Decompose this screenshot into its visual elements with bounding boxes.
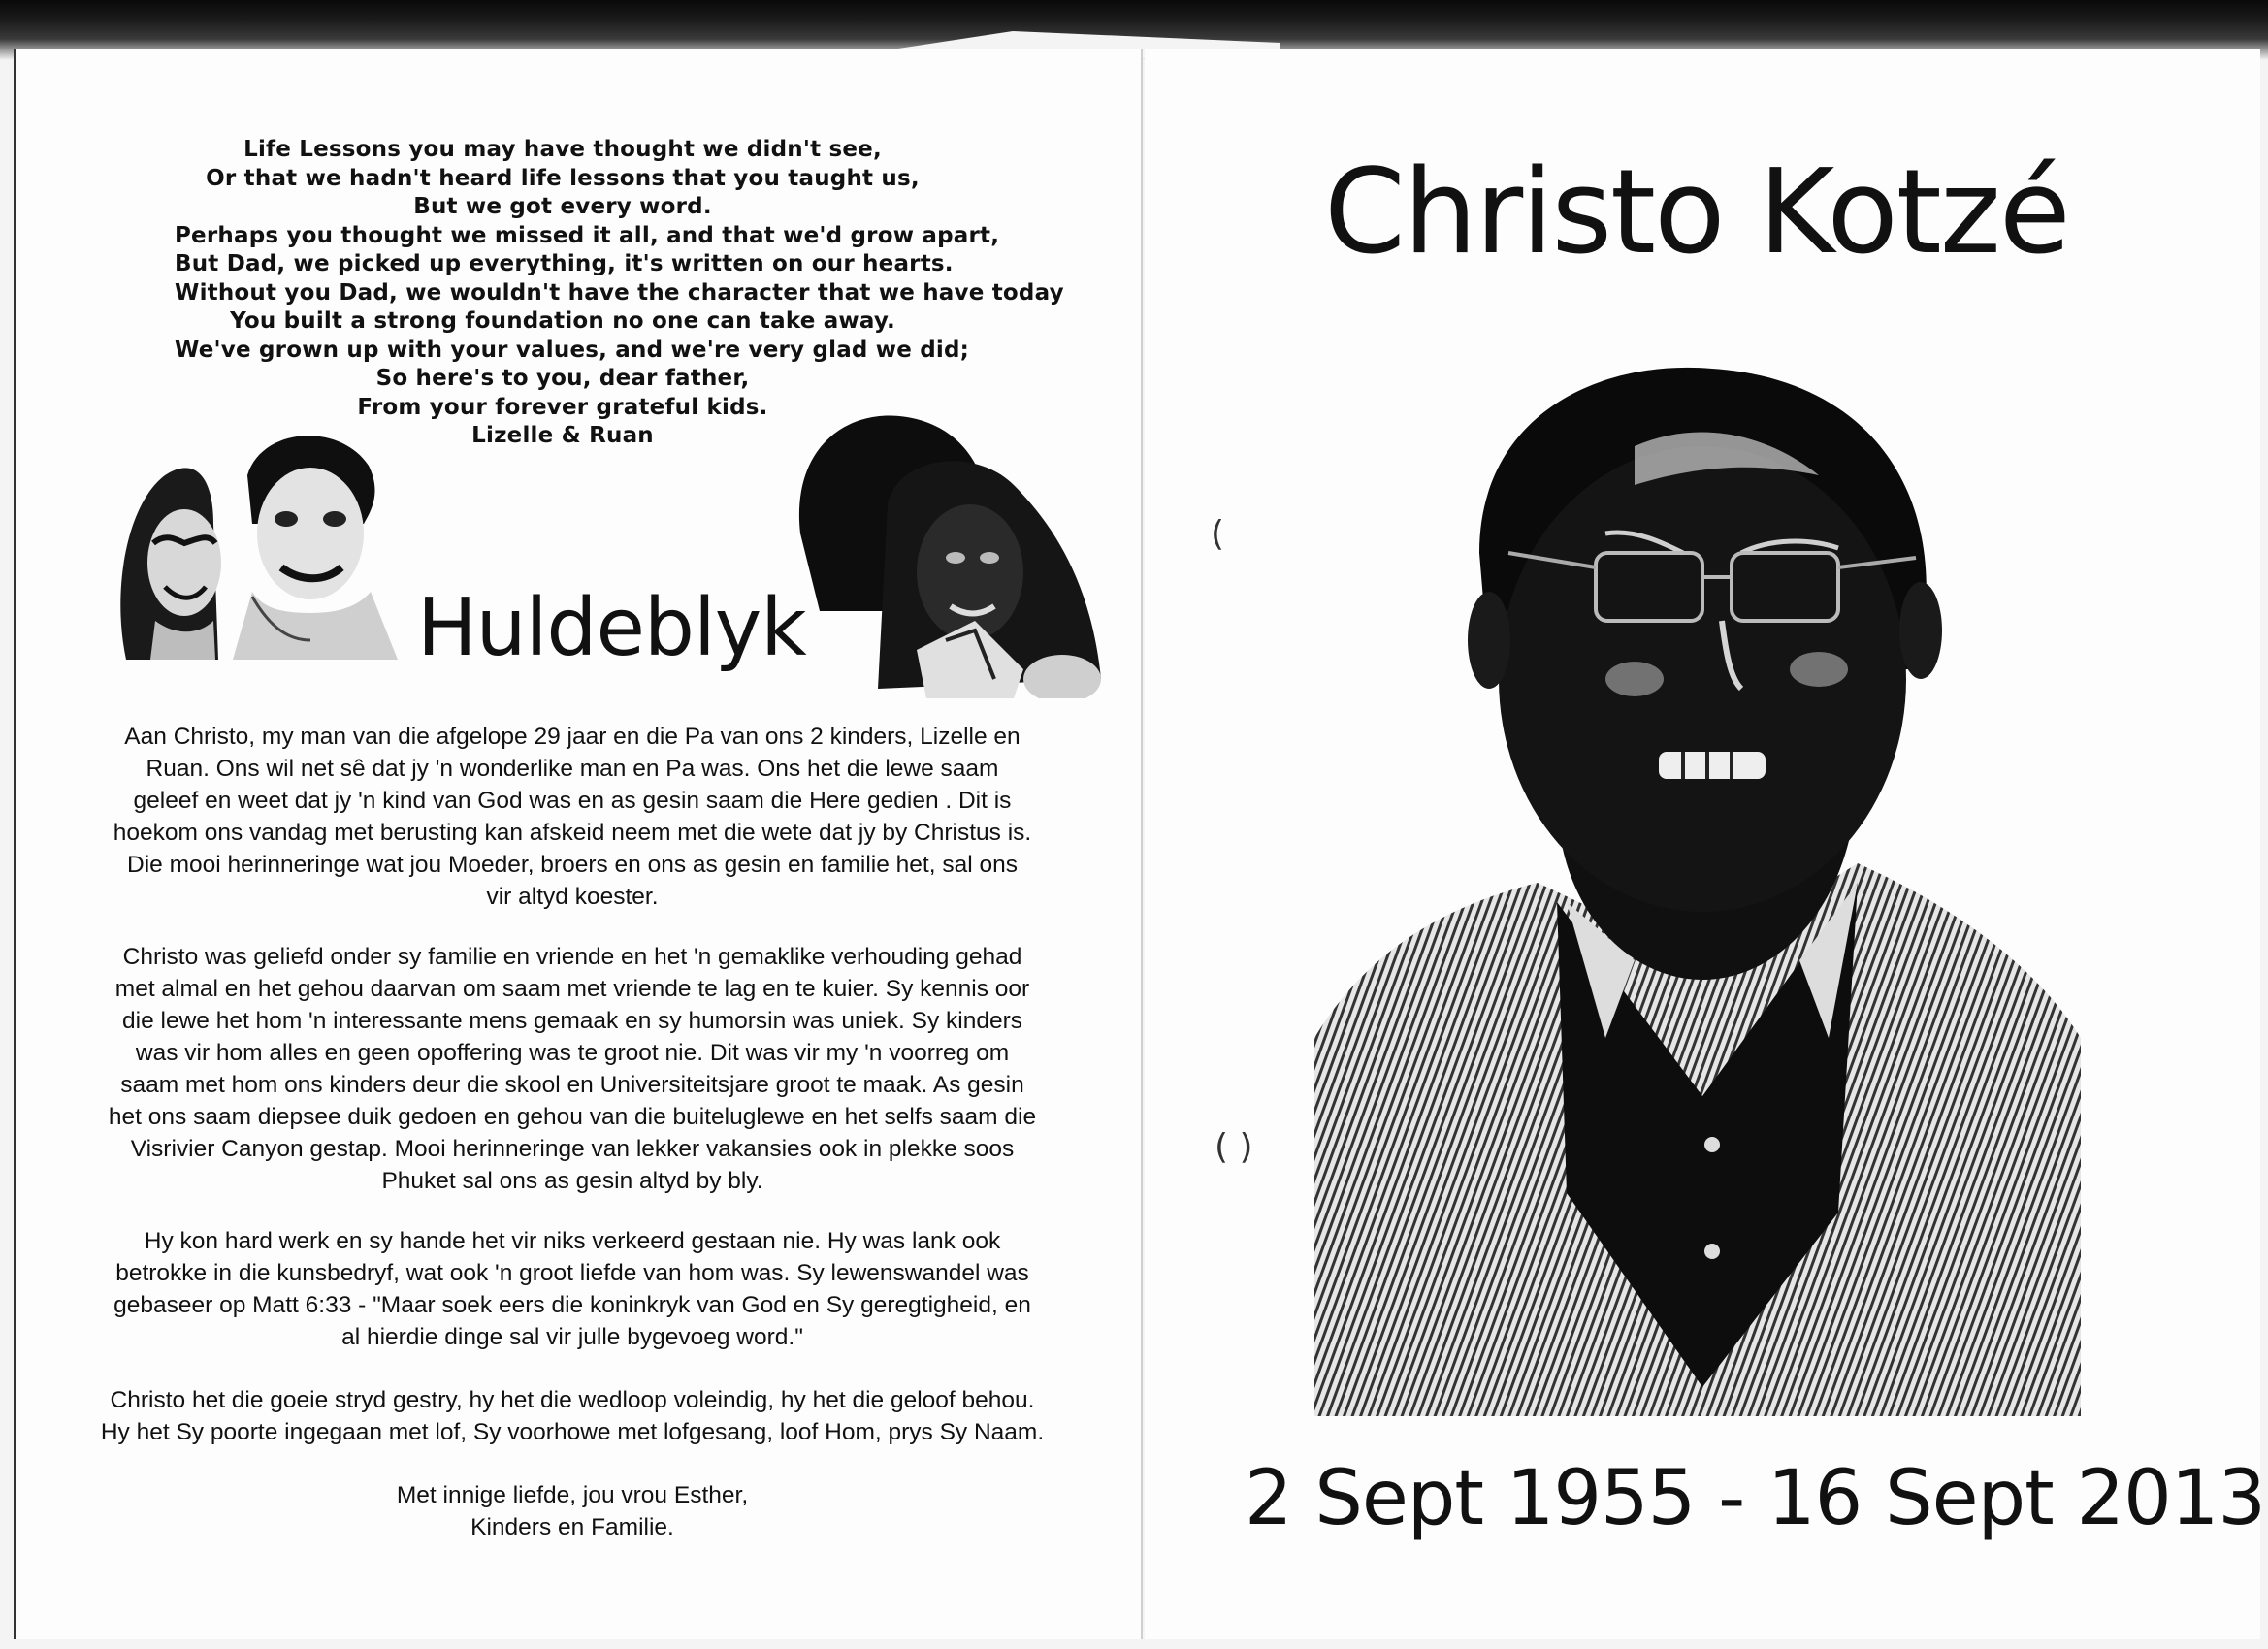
poem-line: From your forever grateful kids. [357, 394, 768, 420]
poem-line: Without you Dad, we wouldn't have the character that we have today [175, 279, 1064, 306]
text-line: hoekom ons vandag met berusting kan afskeid neem met die wete dat jy by Christus is. [113, 820, 1032, 846]
poem-signature: Lizelle & Ruan [471, 423, 654, 448]
life-dates: 2 Sept 1955 - 16 Sept 2013 [1245, 1455, 2265, 1542]
poem-line: But we got every word. [413, 194, 712, 219]
poem-line: But Dad, we picked up everything, it's written on our hearts. [175, 251, 954, 276]
text-line: saam met hom ons kinders deur die skool en Universiteitsjare groot te maak. As gesin [120, 1072, 1024, 1098]
text-line: Die mooi herinneringe wat jou Moeder, broers en ons as gesin en familie het, sal ons [127, 852, 1018, 878]
text-line: betrokke in die kunsbedryf, wat ook 'n groot liefde van hom was. Sy lewenswandel was [115, 1260, 1029, 1286]
page-fold [1141, 48, 1143, 1639]
poem-line: You built a strong foundation no one can take away. [230, 308, 895, 334]
text-line: Hy kon hard werk en sy hande het vir niks verkeerd gestaan nie. Hy was lank ook [144, 1228, 1001, 1254]
text-line: Kinders en Familie. [470, 1514, 674, 1540]
tribute-paragraph-3 [87, 1225, 1057, 1353]
poem-line: We've grown up with your values, and we're very glad we did; [175, 337, 970, 363]
tribute-paragraph-2 [87, 941, 1057, 1197]
poem-line: So here's to you, dear father, [375, 366, 750, 391]
punch-hole-mark: ( ) [1215, 1127, 1253, 1167]
text-line: Ruan. Ons wil net sê dat jy 'n wonderlike man en Pa was. Ons het die lewe saam [146, 756, 999, 782]
deceased-name: Christo Kotzé [1324, 146, 2069, 280]
text-line: was vir hom alles en geen opoffering was te groot nie. Dit was vir my 'n voorreg om [135, 1040, 1010, 1066]
tribute-signoff [87, 1479, 1057, 1543]
text-line: Visrivier Canyon gestap. Mooi herinneringe van lekker vakansies ook in plekke soos [130, 1136, 1015, 1162]
text-line: geleef en weet dat jy 'n kind van God was en as gesin saam die Here gedien . Dit is [133, 788, 1012, 814]
tribute-paragraph-4 [87, 1384, 1057, 1448]
tribute-paragraph-1 [87, 721, 1057, 913]
text-line: al hierdie dinge sal vir julle bygevoeg word." [341, 1324, 803, 1350]
portrait-photo [1314, 359, 2081, 1416]
poem-line: Or that we hadn't heard life lessons that you taught us, [206, 165, 920, 191]
text-line: Christo was geliefd onder sy familie en vriende en het 'n gemaklike verhouding gehad [122, 944, 1022, 970]
text-line: het ons saam diepsee duik gedoen en gehou van die buiteluglewe en het selfs saam die [108, 1104, 1037, 1130]
text-line: Christo het die goeie stryd gestry, hy het die wedloop voleindig, hy het die geloof behou. [110, 1387, 1035, 1413]
punch-hole-mark: ( [1211, 514, 1225, 554]
left-page-heading: Huldeblyk [417, 582, 806, 674]
text-line: gebaseer op Matt 6:33 - "Maar soek eers die koninkryk van God en Sy geregtigheid, en [113, 1292, 1031, 1318]
text-line: met almal en het gehou daarvan om saam met vriende te lag en te kuier. Sy kennis oor [114, 976, 1030, 1002]
text-line: Aan Christo, my man van die afgelope 29 jaar en die Pa van ons 2 kinders, Lizelle en [124, 724, 1021, 750]
poem-line: Perhaps you thought we missed it all, and that we'd grow apart, [175, 222, 1000, 248]
father-son-photo [781, 388, 1111, 698]
text-line: vir altyd koester. [486, 884, 659, 910]
text-line: die lewe het hom 'n interessante mens gemaak en sy humorsin was uniek. Sy kinders [122, 1008, 1022, 1034]
poem-line: Life Lessons you may have thought we didn't see, [243, 137, 882, 162]
text-line: Hy het Sy poorte ingegaan met lof, Sy voorhowe met lofgesang, loof Hom, prys Sy Naam. [100, 1419, 1045, 1445]
children-photo-left [107, 398, 417, 669]
text-line: Phuket sal ons as gesin altyd by bly. [381, 1168, 763, 1194]
text-line: Met innige liefde, jou vrou Esther, [396, 1482, 749, 1508]
